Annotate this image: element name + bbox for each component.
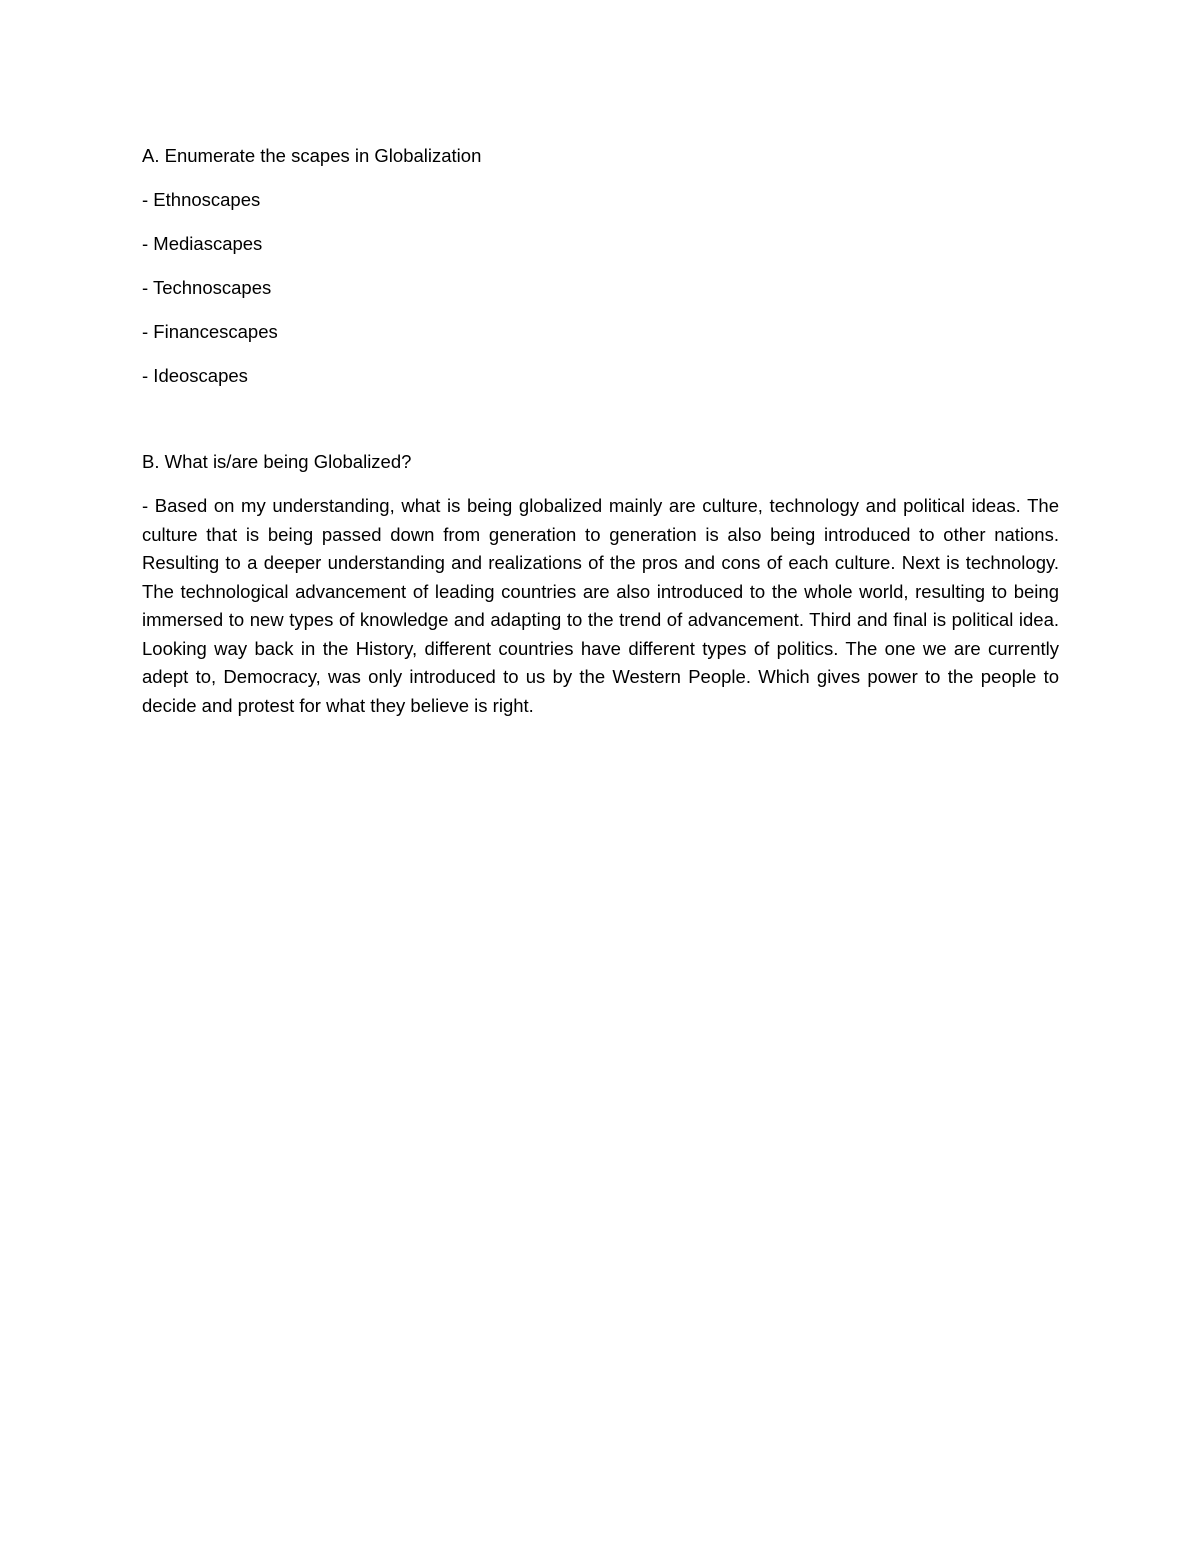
list-item-ethnoscapes: - Ethnoscapes <box>142 189 261 210</box>
list-item-financescapes: - Financescapes <box>142 321 278 342</box>
section-b <box>142 448 1059 720</box>
section-a-heading: A. Enumerate the scapes in Globalization <box>142 145 482 166</box>
document-body <box>142 142 1059 720</box>
section-b-answer-paragraph: - Based on my understanding, what is being globalized mainly are culture, technology and political ideas. The culture that is being passed down from generation to generation is also being introduced to other nations. Resulting to a deeper understanding and realizations of the pros and cons of each culture. Next is technology. The technological advancement of leading countries are also introduced to the whole world, resulting to being immersed to new types of knowledge and adapting to the trend of advancement. Third and final is political idea. Looking way back in the History, different countries have different types of politics. The one we are currently adept to, Democracy, was only introduced to us by the Western People. Which gives power to the people to decide and protest for what they believe is right. <box>142 495 1059 716</box>
list-item-mediascapes: - Mediascapes <box>142 233 263 254</box>
section-b-heading: B. What is/are being Globalized? <box>142 451 412 472</box>
list-item-technoscapes: - Technoscapes <box>142 277 272 298</box>
scapes-list <box>142 186 1059 390</box>
section-a <box>142 142 1059 390</box>
list-item-ideoscapes: - Ideoscapes <box>142 365 248 386</box>
